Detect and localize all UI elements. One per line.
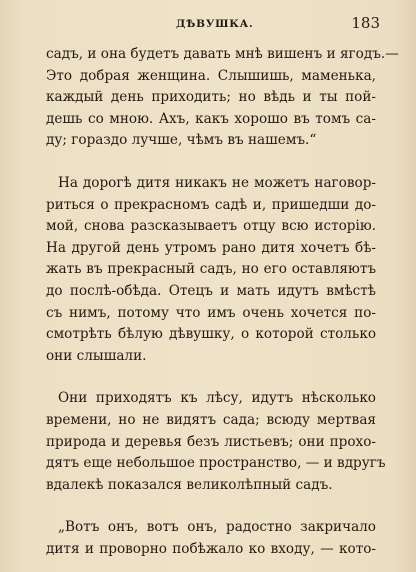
text-line: съ нимъ, потому что имъ очень хочется по-: [46, 304, 376, 321]
text-line: На другой день утромъ рано дитя хочетъ бѣ-: [46, 239, 376, 256]
page-number: 183: [351, 14, 380, 32]
text-line: дитя и проворно побѣжало ко входу, — кото-: [46, 540, 376, 557]
text-line: мой, снова разсказываетъ отцу всю исторію.: [46, 218, 376, 235]
text-line: Это добрая женщина. Слышишь, маменька,: [46, 67, 376, 84]
text-line: вдалекѣ показался великолѣпный садъ.: [46, 476, 333, 493]
text-line: жать въ прекрасный садъ, но его оставляютъ: [46, 261, 376, 278]
text-line: риться о прекрасномъ садѣ и, пришедши до-: [46, 196, 376, 213]
running-head: [46, 12, 380, 32]
running-title: ДѢВУШКА.: [176, 18, 254, 30]
body-text: [46, 44, 399, 560]
paragraph-4: [46, 517, 376, 560]
text-line: „Вотъ онъ, вотъ онъ, радостно закричало: [58, 519, 376, 536]
text-line: природа и деревья безъ листьевъ; они прохо-: [46, 433, 376, 450]
paragraph-3: [46, 388, 386, 496]
text-line: смотрѣть бѣлую дѣвушку, о которой столько: [46, 326, 376, 343]
text-line: они слышали.: [46, 347, 147, 364]
text-line: каждый день приходить; но вѣдь и ты пой-: [46, 89, 376, 106]
text-line: Они приходятъ къ лѣсу, идутъ нѣсколько: [58, 390, 376, 407]
text-line: дешь со мною. Ахъ, какъ хорошо въ томъ са-: [46, 110, 376, 127]
text-line: времени, но не видятъ сада; всюду мертвая: [46, 411, 376, 428]
text-line: дятъ еще небольшое пространство, — и вдругъ: [46, 455, 386, 472]
paragraph-2: [46, 173, 376, 367]
text-line: ду; гораздо лучше, чѣмъ въ нашемъ.“: [46, 132, 317, 149]
text-line: На дорогѣ дитя никакъ не можетъ наговор-: [58, 174, 376, 191]
text-line: садъ, и она будетъ давать мнѣ вишенъ и ягодъ.—: [46, 46, 399, 62]
text-line: до послѣ-обѣда. Отецъ и мать идутъ вмѣстѣ: [46, 282, 376, 299]
paragraph-1: [46, 44, 399, 152]
